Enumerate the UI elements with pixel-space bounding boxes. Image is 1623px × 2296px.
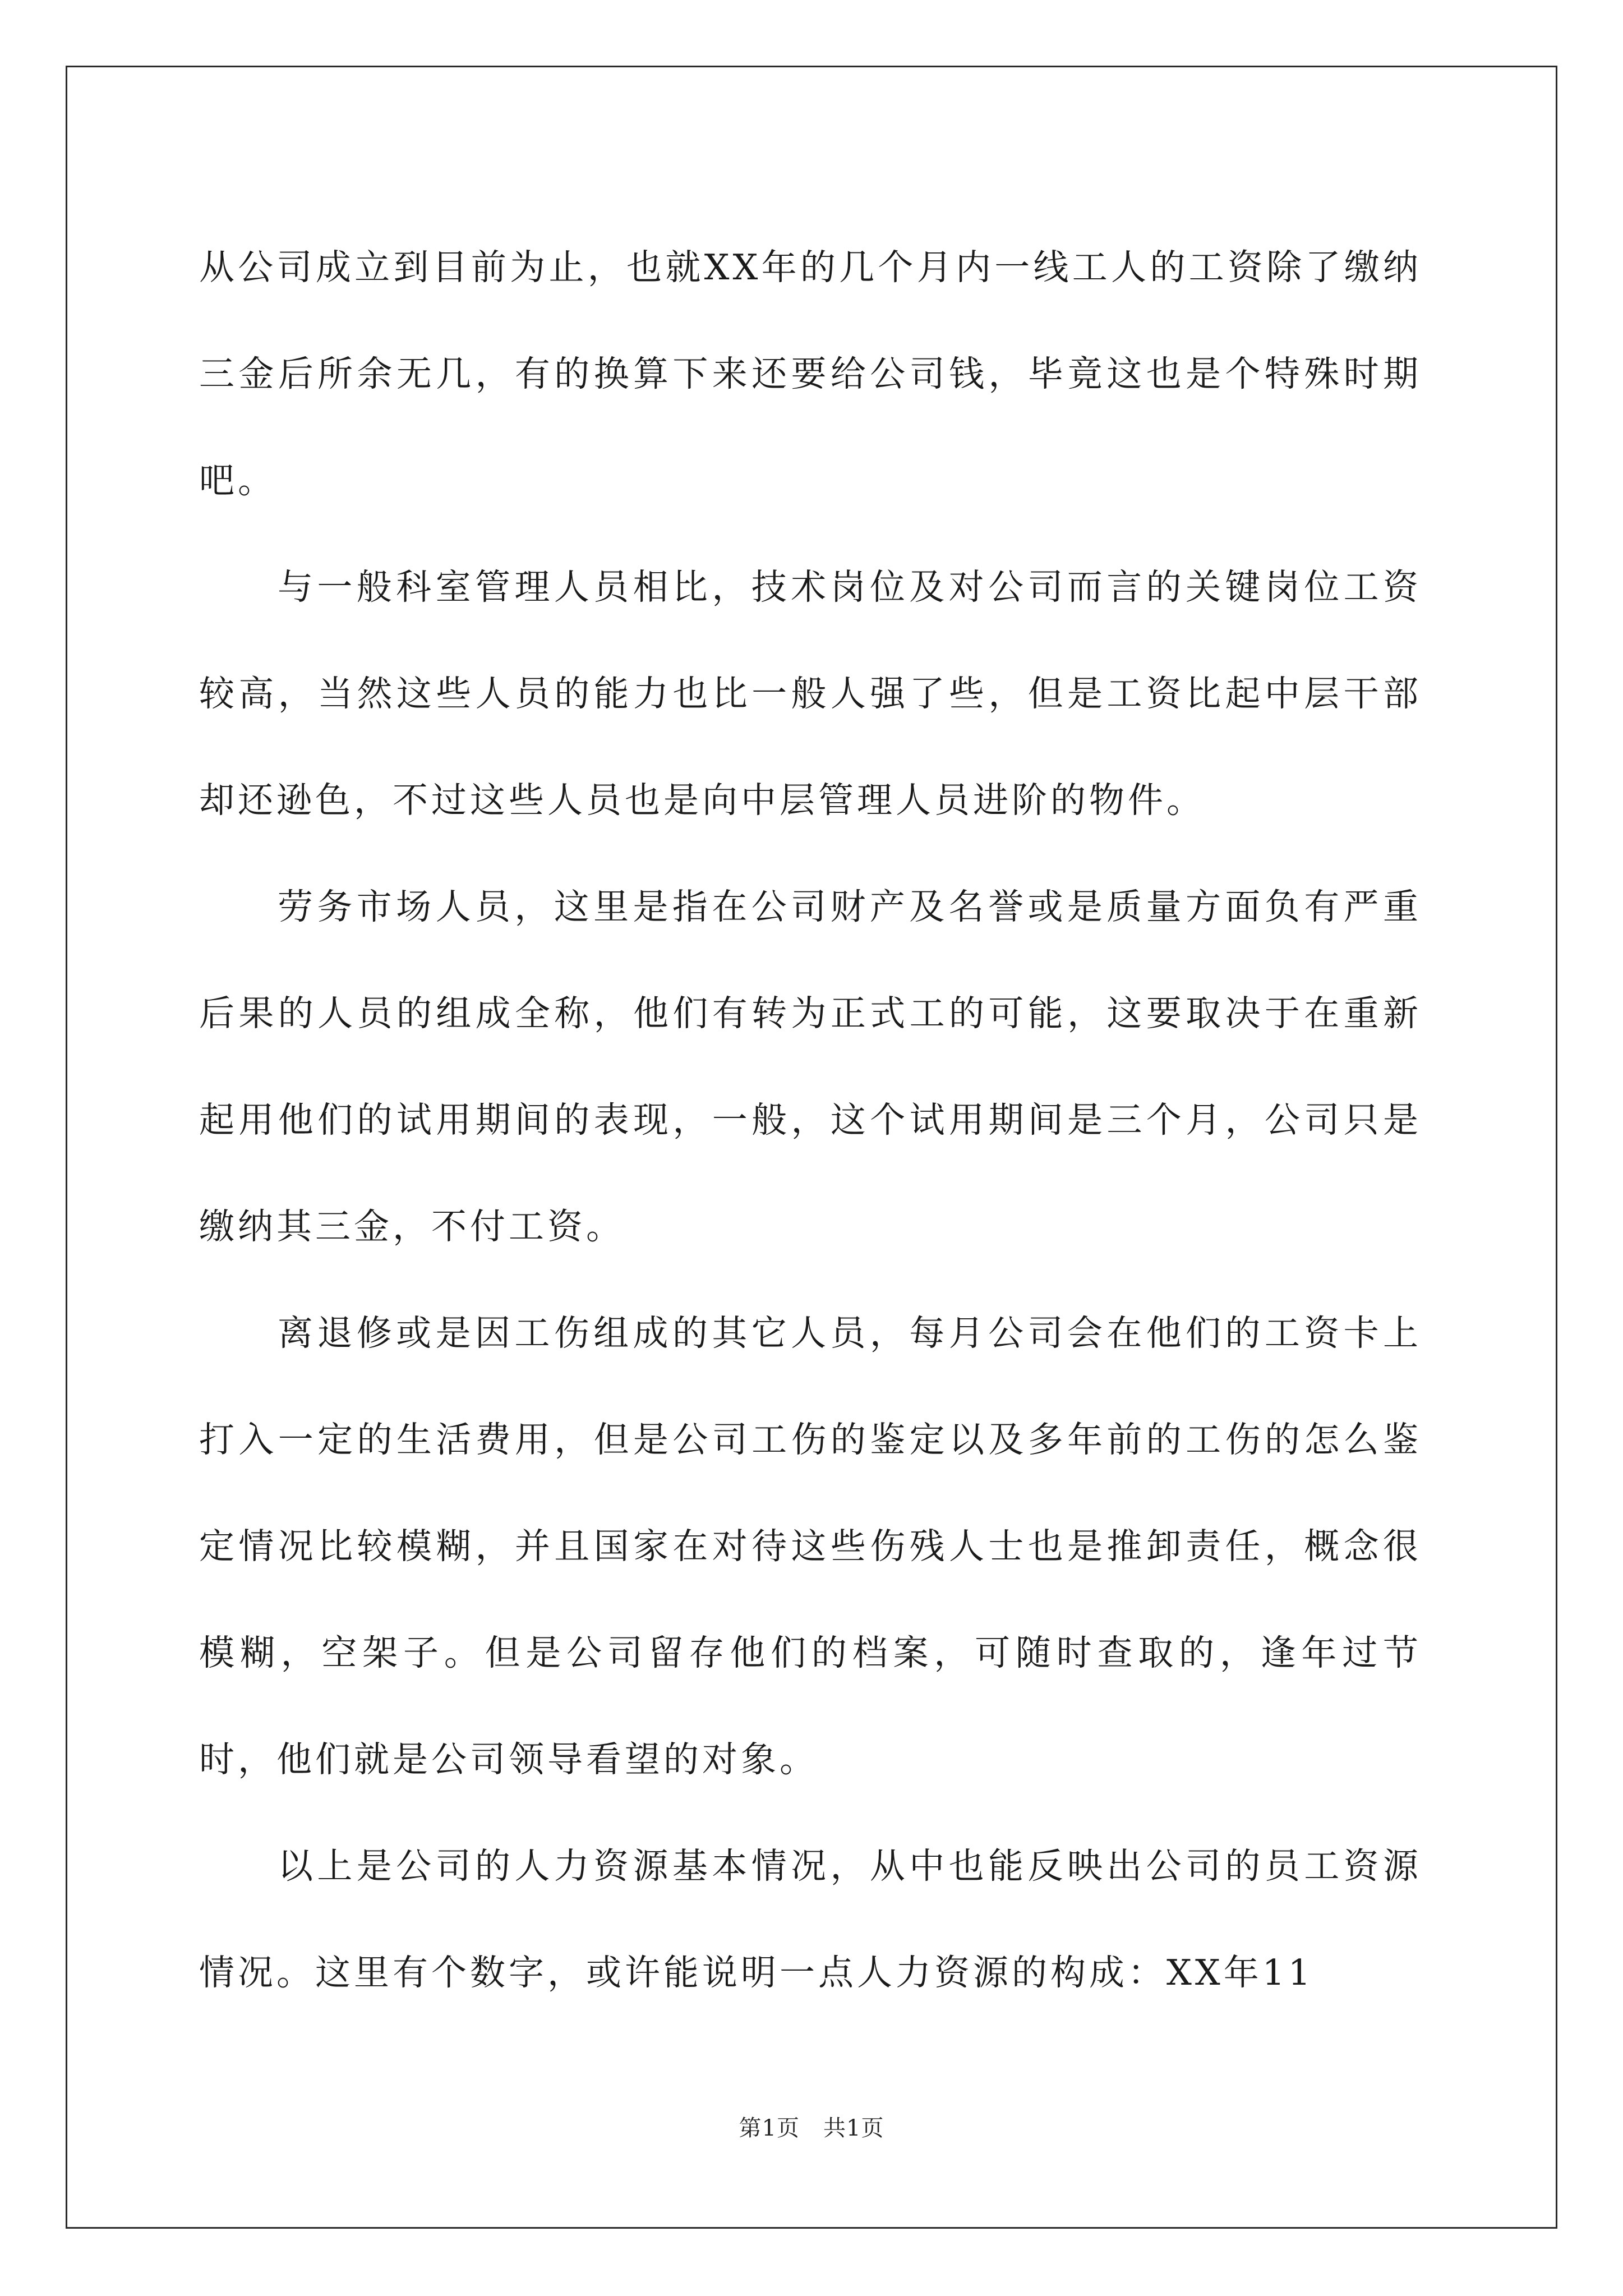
paragraph-1: 从公司成立到目前为止，也就XX年的几个月内一线工人的工资除了缴纳三金后所余无几，有的换算下来还要给公司钱，毕竟这也是个特殊时期吧。 [199,247,1422,501]
document-body [199,214,1422,2026]
paragraph-4: 离退修或是因工伤组成的其它人员，每月公司会在他们的工资卡上打入一定的生活费用，但是公司工伤的鉴定以及多年前的工伤的怎么鉴定情况比较模糊，并且国家在对待这些伤残人士也是推卸责任，概念很模糊，空架子。但是公司留存他们的档案，可随时查取的，逢年过节时，他们就是公司领导看望的对象。 [199,1313,1422,1780]
page-number-current: 第1页 [739,2115,800,2141]
page-footer [0,2110,1623,2142]
page-number-total: 共1页 [823,2115,884,2141]
paragraph-2: 与一般科室管理人员相比，技术岗位及对公司而言的关键岗位工资较高，当然这些人员的能力也比一般人强了些，但是工资比起中层干部却还逊色，不过这些人员也是向中层管理人员进阶的物件。 [199,567,1422,821]
paragraph-3: 劳务市场人员，这里是指在公司财产及名誉或是质量方面负有严重后果的人员的组成全称，他们有转为正式工的可能，这要取决于在重新起用他们的试用期间的表现，一般，这个试用期间是三个月，公司只是缴纳其三金，不付工资。 [199,886,1422,1247]
paragraph-5: 以上是公司的人力资源基本情况，从中也能反映出公司的员工资源情况。这里有个数字，或许能说明一点人力资源的构成：XX年11 [199,1846,1422,1993]
